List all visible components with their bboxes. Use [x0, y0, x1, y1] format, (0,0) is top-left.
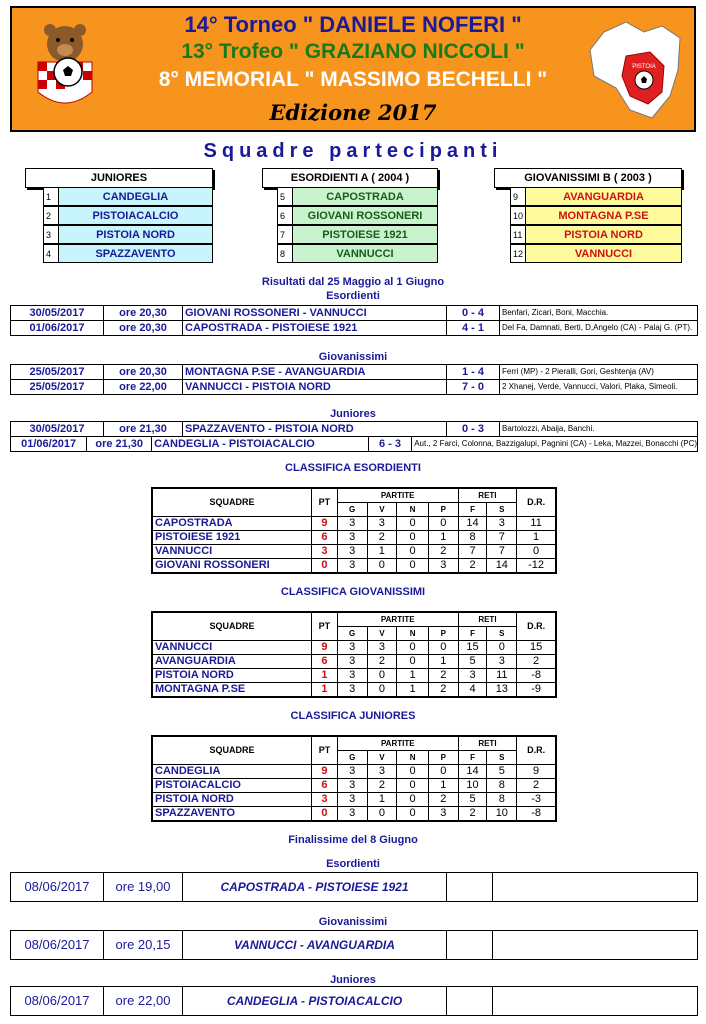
- standings-row: [153, 517, 556, 531]
- header-edition: Edizione 2017: [269, 100, 437, 125]
- standings-row: [153, 807, 556, 821]
- standings-dr: 1: [517, 531, 556, 545]
- standings-f: 4: [458, 683, 487, 697]
- standings-points: 9: [311, 517, 337, 531]
- standings-points: 6: [311, 531, 337, 545]
- standings-g: 3: [337, 793, 367, 807]
- final-match-row: [10, 930, 698, 960]
- standings-f: 15: [458, 641, 487, 655]
- standings-giovanissimi-title: CLASSIFICA GIOVANISSIMI: [280, 586, 426, 598]
- standings-dr: -8: [517, 669, 556, 683]
- standings-team: CANDEGLIA: [153, 765, 312, 779]
- team-number: 5: [278, 188, 293, 205]
- standings-f: 5: [458, 793, 487, 807]
- standings-g: 3: [337, 531, 367, 545]
- header-line-trofeo: 13° Trofeo " GRAZIANO NICCOLI ": [181, 40, 525, 63]
- team-row: [43, 225, 213, 244]
- final-giovanissimi-title: Giovanissimi: [318, 916, 388, 928]
- standings-team: VANNUCCI: [153, 545, 312, 559]
- team-row: [277, 244, 438, 263]
- result-scorers: 2 Xhanej, Verde, Vannucci, Valori, Plaka, Simeoli.: [502, 382, 678, 391]
- col-header-p: P: [428, 627, 458, 641]
- standings-points: 6: [312, 655, 338, 669]
- result-scorers: Bartolozzi, Abaija, Banchi.: [502, 424, 595, 433]
- col-header-f: F: [458, 503, 487, 517]
- standings-team: PISTOIACALCIO: [153, 779, 312, 793]
- col-header-f: F: [458, 627, 487, 641]
- team-row: [43, 206, 213, 225]
- standings-row: [153, 779, 556, 793]
- col-header-pt: PT: [312, 613, 338, 641]
- col-header-s: S: [487, 503, 517, 517]
- standings-points: 3: [312, 793, 338, 807]
- col-header-pt: PT: [311, 489, 337, 517]
- standings-n: 0: [397, 545, 429, 559]
- team-row: [43, 244, 213, 263]
- result-score: 0 - 4: [447, 306, 500, 320]
- group-esordienti-title: ESORDIENTI A ( 2004 ): [262, 168, 438, 188]
- team-name: PISTOIA NORD: [59, 226, 212, 243]
- team-name: GIOVANI ROSSONERI: [293, 207, 437, 224]
- standings-n: 0: [397, 807, 429, 821]
- final-scorers-cell: [493, 873, 697, 901]
- standings-n: 0: [397, 793, 429, 807]
- final-time: ore 22,00: [104, 987, 183, 1015]
- result-row: [10, 421, 698, 437]
- standings-f: 3: [458, 669, 487, 683]
- team-name: PISTOIESE 1921: [293, 226, 437, 243]
- final-date: 08/06/2017: [11, 873, 104, 901]
- col-header-v: V: [367, 627, 397, 641]
- team-row: [510, 244, 682, 263]
- standings-n: 0: [397, 641, 429, 655]
- standings-row: [153, 655, 556, 669]
- team-number: 6: [278, 207, 293, 224]
- result-match: CANDEGLIA - PISTOIACALCIO: [152, 437, 369, 451]
- col-header-reti: RETI: [458, 613, 517, 627]
- standings-team: CAPOSTRADA: [153, 517, 312, 531]
- standings-p: 1: [428, 531, 458, 545]
- standings-points: 0: [312, 807, 338, 821]
- result-row: [10, 305, 698, 321]
- standings-team: MONTAGNA P.SE: [153, 683, 312, 697]
- result-scorers: Benfari, Zicari, Boni, Macchia.: [502, 308, 609, 317]
- col-header-v: V: [367, 751, 397, 765]
- standings-v: 3: [367, 641, 397, 655]
- standings-s: 14: [487, 559, 517, 573]
- standings-v: 0: [367, 559, 397, 573]
- standings-s: 8: [487, 793, 517, 807]
- results-giovanissimi-title: Giovanissimi: [318, 351, 388, 363]
- standings-p: 0: [428, 641, 458, 655]
- standings-v: 3: [367, 765, 397, 779]
- standings-points: 1: [312, 683, 338, 697]
- standings-v: 2: [367, 779, 397, 793]
- standings-dr: 15: [517, 641, 556, 655]
- team-row: [277, 187, 438, 206]
- col-header-s: S: [487, 627, 517, 641]
- team-row: [277, 225, 438, 244]
- standings-team: PISTOIA NORD: [153, 669, 312, 683]
- final-esordienti-title: Esordienti: [326, 858, 380, 870]
- col-header-squadre: SQUADRE: [153, 613, 312, 641]
- standings-p: 0: [428, 765, 458, 779]
- final-scorers-cell: [493, 987, 697, 1015]
- col-header-dr: D.R.: [517, 613, 556, 641]
- pistoia-map-logo-icon: [586, 18, 686, 124]
- standings-f: 5: [458, 655, 487, 669]
- result-row: [10, 436, 698, 452]
- standings-s: 13: [487, 683, 517, 697]
- standings-p: 2: [428, 545, 458, 559]
- standings-g: 3: [337, 683, 367, 697]
- standings-n: 0: [397, 779, 429, 793]
- standings-team: GIOVANI ROSSONERI: [153, 559, 312, 573]
- standings-p: 1: [428, 779, 458, 793]
- standings-s: 7: [487, 545, 517, 559]
- results-juniores-title: Juniores: [330, 408, 376, 420]
- team-number: 7: [278, 226, 293, 243]
- standings-team: PISTOIESE 1921: [153, 531, 312, 545]
- team-number: 3: [44, 226, 59, 243]
- final-score-cell: [447, 873, 493, 901]
- col-header-pt: PT: [312, 737, 338, 765]
- standings-f: 14: [458, 765, 487, 779]
- col-header-reti: RETI: [458, 489, 517, 503]
- result-score: 0 - 3: [447, 422, 500, 436]
- team-number: 9: [511, 188, 526, 205]
- result-date: 30/05/2017: [11, 422, 104, 436]
- col-header-p: P: [428, 751, 458, 765]
- result-time: ore 20,30: [104, 365, 183, 379]
- result-time: ore 20,30: [104, 321, 183, 335]
- col-header-reti: RETI: [458, 737, 517, 751]
- result-score: 7 - 0: [447, 380, 500, 394]
- col-header-v: V: [367, 503, 397, 517]
- team-number: 12: [511, 245, 526, 262]
- standings-f: 2: [458, 807, 487, 821]
- standings-points: 0: [311, 559, 337, 573]
- standings-table-esordienti: [151, 487, 557, 574]
- team-number: 1: [44, 188, 59, 205]
- final-match-row: [10, 872, 698, 902]
- standings-n: 0: [397, 531, 429, 545]
- standings-points: 9: [312, 641, 338, 655]
- standings-row: [153, 559, 556, 573]
- standings-g: 3: [337, 779, 367, 793]
- col-header-partite: PARTITE: [337, 613, 458, 627]
- standings-table-giovanissimi: [151, 611, 557, 698]
- standings-g: 3: [337, 807, 367, 821]
- standings-row: [153, 765, 556, 779]
- team-number: 4: [44, 245, 59, 262]
- col-header-squadre: SQUADRE: [153, 489, 312, 517]
- result-time: ore 22,00: [104, 380, 183, 394]
- team-name: VANNUCCI: [293, 245, 437, 262]
- standings-g: 3: [337, 641, 367, 655]
- col-header-g: G: [337, 751, 367, 765]
- team-name: SPAZZAVENTO: [59, 245, 212, 262]
- result-scorers: Aut., 2 Farci, Colonna, Bazzigalupi, Pagnini (CA) - Leka, Mazzei, Bonacchi (PC): [414, 439, 698, 448]
- standings-n: 0: [397, 765, 429, 779]
- standings-g: 3: [337, 669, 367, 683]
- col-header-g: G: [337, 503, 367, 517]
- standings-juniores-title: CLASSIFICA JUNIORES: [290, 710, 416, 722]
- standings-team: VANNUCCI: [153, 641, 312, 655]
- standings-s: 3: [487, 655, 517, 669]
- col-header-p: P: [428, 503, 458, 517]
- standings-dr: -3: [517, 793, 556, 807]
- standings-team: PISTOIA NORD: [153, 793, 312, 807]
- header-line-memorial: 8° MEMORIAL " MASSIMO BECHELLI ": [158, 68, 548, 91]
- col-header-n: N: [397, 627, 429, 641]
- group-juniores-title: JUNIORES: [25, 168, 213, 188]
- result-match: CAPOSTRADA - PISTOIESE 1921: [183, 321, 447, 335]
- standings-dr: 9: [517, 765, 556, 779]
- standings-f: 10: [458, 779, 487, 793]
- final-score-cell: [447, 931, 493, 959]
- final-match-row: [10, 986, 698, 1016]
- col-header-squadre: SQUADRE: [153, 737, 312, 765]
- standings-v: 3: [367, 517, 397, 531]
- standings-points: 3: [311, 545, 337, 559]
- team-name: CAPOSTRADA: [293, 188, 437, 205]
- standings-v: 1: [367, 545, 397, 559]
- standings-p: 2: [428, 793, 458, 807]
- col-header-f: F: [458, 751, 487, 765]
- result-date: 01/06/2017: [11, 437, 87, 451]
- standings-points: 6: [312, 779, 338, 793]
- col-header-g: G: [337, 627, 367, 641]
- standings-g: 3: [337, 765, 367, 779]
- standings-n: 1: [397, 669, 429, 683]
- standings-row: [153, 683, 556, 697]
- standings-n: 0: [397, 517, 429, 531]
- col-header-s: S: [487, 751, 517, 765]
- standings-s: 8: [487, 779, 517, 793]
- standings-g: 3: [337, 559, 367, 573]
- standings-s: 11: [487, 669, 517, 683]
- standings-p: 3: [428, 559, 458, 573]
- standings-v: 0: [367, 807, 397, 821]
- standings-v: 2: [367, 655, 397, 669]
- col-header-n: N: [397, 503, 429, 517]
- final-date: 08/06/2017: [11, 931, 104, 959]
- standings-f: 8: [458, 531, 487, 545]
- result-match: MONTAGNA P.SE - AVANGUARDIA: [183, 365, 447, 379]
- final-juniores-title: Juniores: [330, 974, 376, 986]
- standings-points: 9: [312, 765, 338, 779]
- standings-f: 14: [458, 517, 487, 531]
- header-line-torneo: 14° Torneo " DANIELE NOFERI ": [184, 12, 522, 37]
- team-name: MONTAGNA P.SE: [526, 207, 681, 224]
- result-scorers: Del Fa, Damnati, Berti, D,Angelo (CA) - Palaj G. (PT).: [502, 323, 693, 332]
- team-row: [510, 187, 682, 206]
- standings-row: [153, 669, 556, 683]
- result-row: [10, 379, 698, 395]
- pistoia-logo-text: PISTOIA: [632, 64, 656, 70]
- results-title: Risultati dal 25 Maggio al 1 Giugno: [261, 276, 445, 288]
- standings-g: 3: [337, 517, 367, 531]
- standings-f: 7: [458, 545, 487, 559]
- final-score-cell: [447, 987, 493, 1015]
- result-date: 01/06/2017: [11, 321, 104, 335]
- team-name: PISTOIACALCIO: [59, 207, 212, 224]
- result-score: 4 - 1: [447, 321, 500, 335]
- result-match: SPAZZAVENTO - PISTOIA NORD: [183, 422, 447, 436]
- standings-s: 7: [487, 531, 517, 545]
- team-name: PISTOIA NORD: [526, 226, 681, 243]
- standings-n: 1: [397, 683, 429, 697]
- team-row: [510, 225, 682, 244]
- standings-v: 0: [367, 669, 397, 683]
- standings-f: 2: [458, 559, 487, 573]
- standings-s: 5: [487, 765, 517, 779]
- col-header-dr: D.R.: [517, 737, 556, 765]
- team-number: 10: [511, 207, 526, 224]
- result-score: 1 - 4: [447, 365, 500, 379]
- standings-n: 0: [397, 559, 429, 573]
- standings-esordienti-title: CLASSIFICA ESORDIENTI: [285, 462, 421, 474]
- result-time: ore 21,30: [104, 422, 183, 436]
- standings-p: 3: [428, 807, 458, 821]
- tournament-header: [10, 6, 696, 132]
- standings-points: 1: [312, 669, 338, 683]
- finals-title: Finalissime del 8 Giugno: [288, 834, 418, 846]
- standings-g: 3: [337, 545, 367, 559]
- standings-p: 1: [428, 655, 458, 669]
- standings-dr: -12: [517, 559, 556, 573]
- result-match: GIOVANI ROSSONERI - VANNUCCI: [183, 306, 447, 320]
- result-date: 25/05/2017: [11, 380, 104, 394]
- result-date: 30/05/2017: [11, 306, 104, 320]
- result-date: 25/05/2017: [11, 365, 104, 379]
- standings-row: [153, 545, 556, 559]
- result-scorers: Ferri (MP) - 2 Pieralli, Gori, Geshtenja (AV): [502, 367, 654, 376]
- final-time: ore 19,00: [104, 873, 183, 901]
- standings-g: 3: [337, 655, 367, 669]
- team-row: [277, 206, 438, 225]
- result-time: ore 20,30: [104, 306, 183, 320]
- standings-row: [153, 793, 556, 807]
- standings-dr: 2: [517, 655, 556, 669]
- standings-dr: -9: [517, 683, 556, 697]
- result-row: [10, 364, 698, 380]
- standings-table-juniores: [151, 735, 557, 822]
- result-row: [10, 320, 698, 336]
- participants-title: Squadre partecipanti: [203, 140, 503, 162]
- result-match: VANNUCCI - PISTOIA NORD: [183, 380, 447, 394]
- final-scorers-cell: [493, 931, 697, 959]
- standings-dr: 0: [517, 545, 556, 559]
- standings-row: [153, 641, 556, 655]
- group-giovanissimi-title: GIOVANISSIMI B ( 2003 ): [494, 168, 682, 188]
- standings-v: 0: [367, 683, 397, 697]
- standings-dr: 11: [517, 517, 556, 531]
- team-name: CANDEGLIA: [59, 188, 212, 205]
- final-match: CANDEGLIA - PISTOIACALCIO: [183, 987, 447, 1015]
- standings-dr: 2: [517, 779, 556, 793]
- standings-v: 1: [367, 793, 397, 807]
- team-number: 8: [278, 245, 293, 262]
- team-number: 2: [44, 207, 59, 224]
- standings-team: AVANGUARDIA: [153, 655, 312, 669]
- standings-v: 2: [367, 531, 397, 545]
- results-esordienti-title: Esordienti: [326, 290, 380, 302]
- team-name: AVANGUARDIA: [526, 188, 681, 205]
- result-score: 6 - 3: [369, 437, 413, 451]
- standings-p: 2: [428, 669, 458, 683]
- final-time: ore 20,15: [104, 931, 183, 959]
- standings-p: 0: [428, 517, 458, 531]
- final-match: CAPOSTRADA - PISTOIESE 1921: [183, 873, 447, 901]
- col-header-n: N: [397, 751, 429, 765]
- standings-s: 10: [487, 807, 517, 821]
- team-name: VANNUCCI: [526, 245, 681, 262]
- standings-n: 0: [397, 655, 429, 669]
- team-row: [510, 206, 682, 225]
- standings-s: 3: [487, 517, 517, 531]
- col-header-partite: PARTITE: [337, 737, 458, 751]
- standings-team: SPAZZAVENTO: [153, 807, 312, 821]
- col-header-dr: D.R.: [517, 489, 556, 517]
- final-match: VANNUCCI - AVANGUARDIA: [183, 931, 447, 959]
- team-number: 11: [511, 226, 526, 243]
- standings-dr: -8: [517, 807, 556, 821]
- col-header-partite: PARTITE: [337, 489, 458, 503]
- result-time: ore 21,30: [87, 437, 152, 451]
- standings-row: [153, 531, 556, 545]
- standings-s: 0: [487, 641, 517, 655]
- final-date: 08/06/2017: [11, 987, 104, 1015]
- standings-p: 2: [428, 683, 458, 697]
- team-row: [43, 187, 213, 206]
